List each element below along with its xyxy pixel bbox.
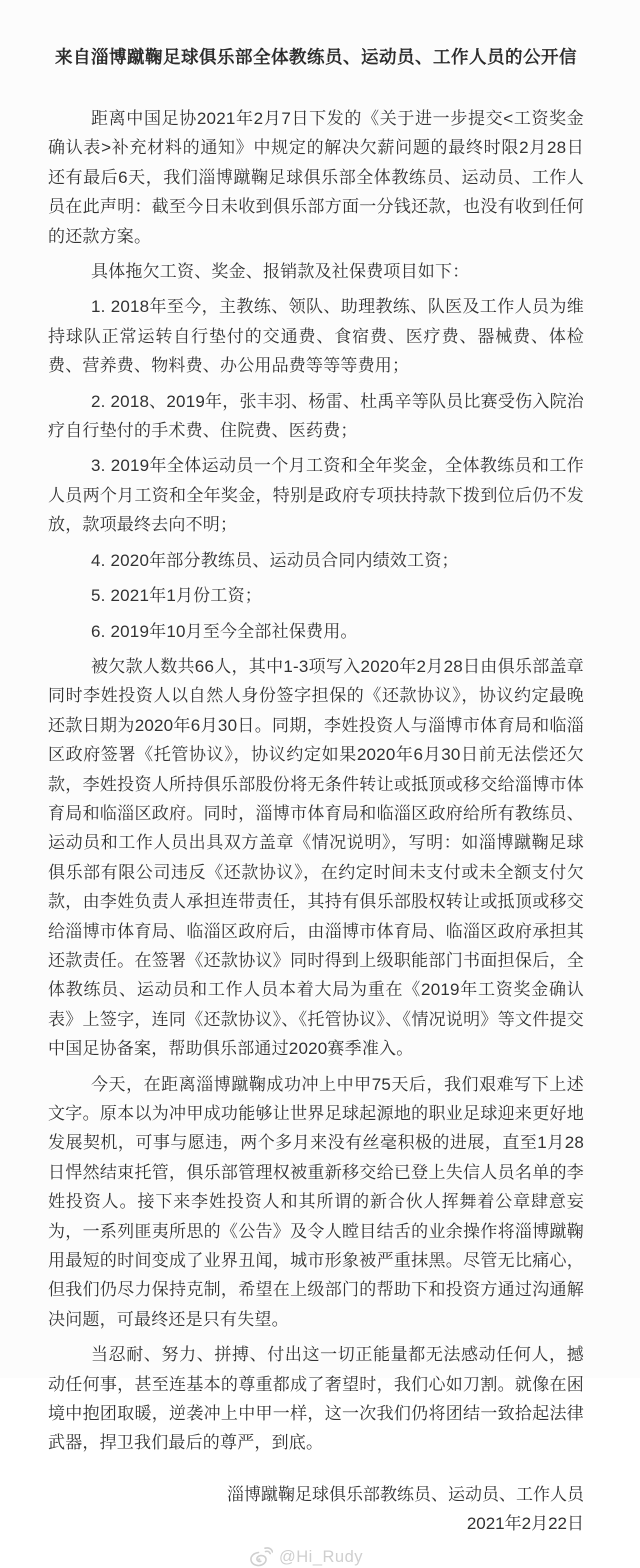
letter-list-item-5: 5. 2021年1月份工资； xyxy=(91,586,262,606)
signature-block xyxy=(48,1480,584,1538)
signature-line: 淄博蹴鞠足球俱乐部教练员、运动员、工作人员 xyxy=(227,1484,584,1504)
letter-list-item-3: 3. 2019年全体运动员一个月工资和全年奖金，全体教练员和工作人员两个月工资和全年奖金，特别是政府专项扶持款下拨到位后仍不发放，款项最终去向不明； xyxy=(48,456,584,535)
letter-body xyxy=(48,104,584,1458)
letter-paragraph-situation: 今天，在距离淄博蹴鞠成功冲上中甲75天后，我们艰难写下上述文字。原本以为冲甲成功能够让世界足球起源地的职业足球迎来更好地发展契机，可事与愿违，两个多月来没有丝毫积极的进展，直至1月28日悍然结束托管，俱乐部管理权被重新移交给已登上失信人员名单的李姓投资人。接下来李姓投资人和其所谓的新合伙人挥舞着公章肆意妄为，一系列匪夷所思的《公告》及令人瞠目结舌的业余操作将淄博蹴鞠用最短的时间变成了业界丑闻，城市形象被严重抹黑。尽管无比痛心，但我们仍尽力保持克制，希望在上级部门的帮助下和投资方通过沟通解决问题，可最终还是只有失望。 xyxy=(48,1074,584,1329)
letter-paragraph-closing: 当忍耐、努力、拼搏、付出这一切正能量都无法感动任何人，撼动任何事，甚至连基本的尊重都成了奢望时，我们心如刀割。就像在困境中抱团取暖，逆袭冲上中甲一样，这一次我们仍将团结一致拾起法律武器，捍卫我们最后的尊严，到底。 xyxy=(48,1345,584,1453)
letter-paragraph-list-header: 具体拖欠工资、奖金、报销款及社保费项目如下： xyxy=(91,262,470,282)
weibo-icon xyxy=(249,1547,273,1568)
letter-list-item-2: 2. 2018、2019年，张丰羽、杨雷、杜禹辛等队员比赛受伤入院治疗自行垫付的手术费、住院费、医药费； xyxy=(48,391,584,441)
letter-date: 2021年2月22日 xyxy=(466,1513,584,1533)
letter-title: 来自淄博蹴鞠足球俱乐部全体教练员、运动员、工作人员的公开信 xyxy=(55,47,577,67)
letter-paragraph-agreements: 被欠款人数共66人，其中1-3项写入2020年2月28日由俱乐部盖章同时李姓投资人以自然人身份签字担保的《还款协议》，协议约定最晚还款日期为2020年6月30日。同期，李姓投资人与淄博市体育局和临淄区政府签署《托管协议》，协议约定如果2020年6月30日前无法偿还欠款，李姓投资人所持俱乐部股份将无条件转让或抵顶或移交给淄博市体育局和临淄区政府。同时，淄博市体育局和临淄区政府给所有教练员、运动员和工作人员出具双方盖章《情况说明》，写明：如淄博蹴鞠足球俱乐部有限公司违反《还款协议》，在约定时间未支付或未全额支付欠款，由李姓负责人承担连带责任，其持有俱乐部股权转让或抵顶或移交给淄博市体育局、临淄区政府后，由淄博市体育局、临淄区政府承担其还款责任。在签署《还款协议》同时得到上级职能部门书面担保后，全体教练员、运动员和工作人员本着大局为重在《2019年工资奖金确认表》上签字，连同《还款协议》、《托管协议》、《情况说明》等文件提交中国足协备案，帮助俱乐部通过2020赛季准入。 xyxy=(48,656,584,1059)
letter-list-item-6: 6. 2019年10月至今全部社保费用。 xyxy=(91,621,358,641)
letter-list-item-1: 1. 2018年至今，主教练、领队、助理教练、队医及工作人员为维持球队正常运转自行垫付的交通费、食宿费、医疗费、器械费、体检费、营养费、物料费、办公用品费等等等费用； xyxy=(48,297,584,376)
letter-list-item-4: 4. 2020年部分教练员、运动员合同内绩效工资； xyxy=(91,550,459,570)
letter-paragraph-intro: 距离中国足协2021年2月7日下发的《关于进一步提交<工资奖金确认表>补充材料的通知》中规定的解决欠薪问题的最终时限2月28日还有最后6天，我们淄博蹴鞠足球俱乐部全体教练员、运动员、工作人员在此声明：截至今日未收到俱乐部方面一分钱还款，也没有收到任何的还款方案。 xyxy=(48,109,584,246)
watermark xyxy=(38,1547,574,1568)
watermark-handle: @Hi_Rudy xyxy=(278,1547,364,1566)
